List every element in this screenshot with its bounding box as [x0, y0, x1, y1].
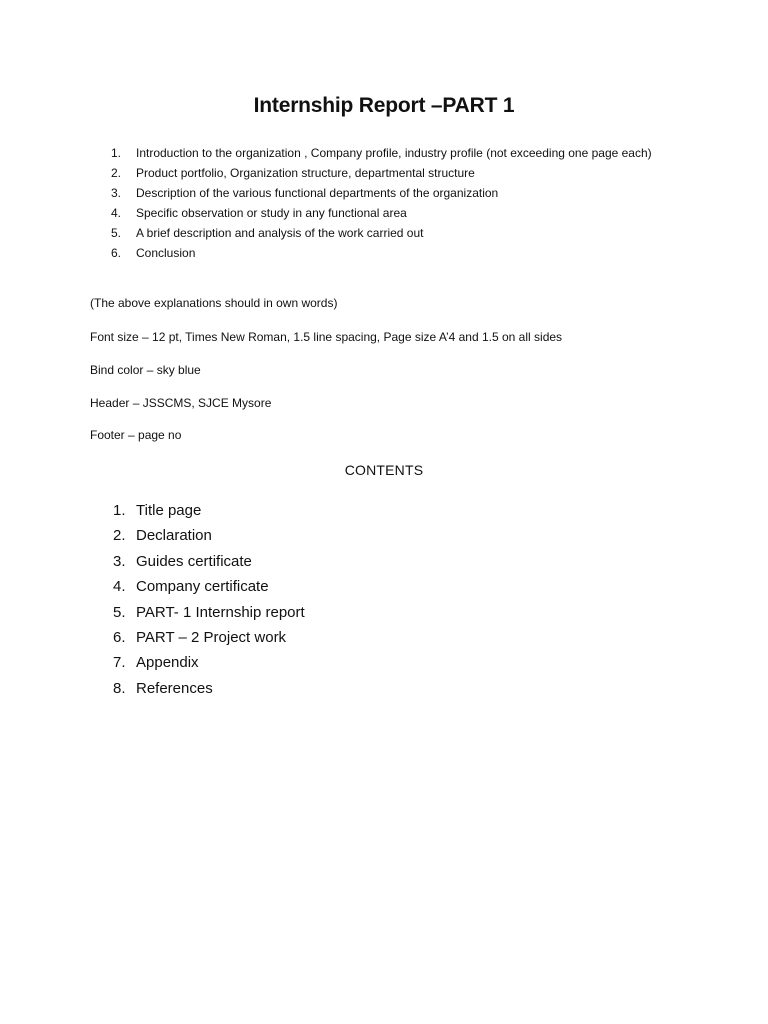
- list-item-text: Company certificate: [136, 578, 269, 596]
- header-note: Header – JSSCMS, SJCE Mysore: [90, 396, 272, 410]
- list-item-text: References: [136, 679, 213, 697]
- list-item-number: 6.: [111, 246, 122, 260]
- list-item-number: 5.: [111, 226, 122, 240]
- list-item-number: 2.: [111, 166, 122, 180]
- list-item-number: 1.: [111, 146, 122, 160]
- list-item-number: 4.: [113, 578, 126, 596]
- list-item-number: 1.: [113, 502, 126, 519]
- list-item-text: Description of the various functional departments of the organization: [136, 186, 499, 200]
- list-item: [113, 574, 305, 599]
- list-item-number: 3.: [113, 552, 126, 570]
- list-item-text: Product portfolio, Organization structure, departmental structure: [136, 166, 475, 180]
- list-item: [113, 676, 305, 701]
- list-item-text: Declaration: [136, 527, 212, 545]
- footer-note: Footer – page no: [90, 428, 182, 442]
- list-item-number: 5.: [113, 603, 126, 621]
- list-item: [113, 625, 305, 650]
- contents-list: [113, 498, 305, 701]
- list-item-text: Specific observation or study in any functional area: [136, 206, 407, 220]
- list-item-text: Title page: [136, 502, 202, 519]
- list-item: [113, 498, 305, 523]
- list-item: [111, 183, 671, 203]
- list-item-number: 8.: [113, 679, 126, 697]
- list-item-number: 4.: [111, 206, 122, 220]
- list-item: [111, 203, 671, 223]
- list-item-number: 7.: [113, 654, 126, 672]
- list-item-number: 6.: [113, 629, 126, 647]
- list-item-number: 3.: [111, 186, 122, 200]
- list-item: [113, 523, 305, 548]
- page-title: Internship Report –PART 1: [253, 94, 515, 117]
- list-item: [111, 243, 671, 263]
- list-item-text: Guides certificate: [136, 552, 252, 570]
- list-item: [111, 163, 671, 183]
- list-item-text: Conclusion: [136, 246, 196, 260]
- list-item: [113, 549, 305, 574]
- list-item-number: 2.: [113, 527, 126, 545]
- requirements-list: [111, 143, 671, 263]
- list-item-text: PART – 2 Project work: [136, 629, 287, 647]
- list-item: [113, 650, 305, 675]
- font-spec-note: Font size – 12 pt, Times New Roman, 1.5 line spacing, Page size A’4 and 1.5 on all sides: [90, 330, 563, 344]
- list-item-text: A brief description and analysis of the work carried out: [136, 226, 424, 240]
- list-item-text: Appendix: [136, 654, 199, 672]
- list-item: [111, 143, 671, 163]
- contents-heading: CONTENTS: [344, 462, 424, 478]
- list-item: [111, 223, 671, 243]
- list-item-text: PART- 1 Internship report: [136, 603, 305, 621]
- own-words-note: (The above explanations should in own words): [90, 296, 338, 310]
- list-item-text: Introduction to the organization , Company profile, industry profile (not exceeding one page each): [136, 146, 652, 160]
- bind-color-note: Bind color – sky blue: [90, 363, 201, 377]
- list-item: [113, 600, 305, 625]
